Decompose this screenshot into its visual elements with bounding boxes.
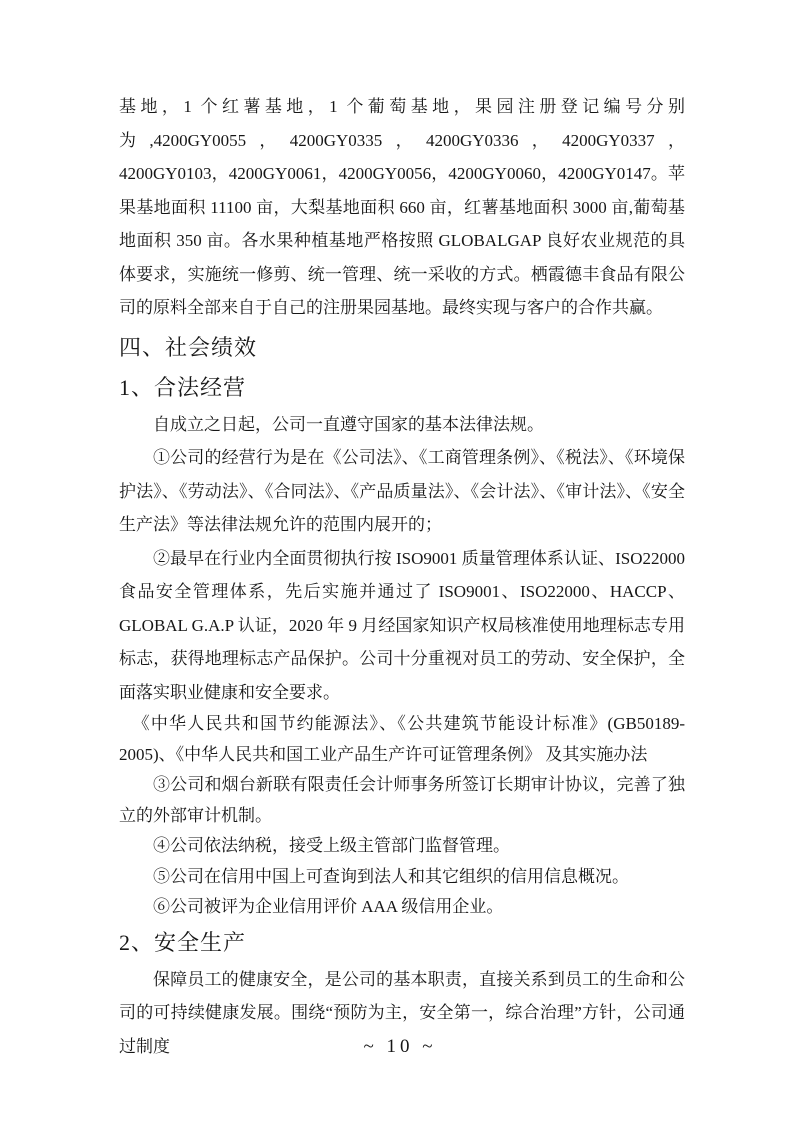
paragraph-item-2-certifications: ②最早在行业内全面贯彻执行按 ISO9001 质量管理体系认证、ISO22000 食品安全管理体系，先后实施并通过了 ISO9001、ISO22000、HACCP、GLOBAL G.A.P 认证，2020 年 9 月经国家知识产权局核准使用地理标志专用标志，获得地理标志产品保护。公司十分重视对员工的劳动、安全保护，全面落实职业健康和安全要求。	[119, 548, 685, 702]
paragraph-item-5-credit-china: ⑤公司在信用中国上可查询到法人和其它组织的信用信息概况。	[153, 866, 629, 886]
section-heading-social-performance: 四、社会绩效	[119, 334, 258, 360]
paragraph-legal-intro: 自成立之日起，公司一直遵守国家的基本法律法规。	[153, 414, 544, 434]
page-body-text	[119, 90, 685, 1063]
paragraph-item-4-tax: ④公司依法纳税，接受上级主管部门监督管理。	[153, 836, 510, 855]
paragraph-energy-law-references: 《中华人民共和国节约能源法》、《公共建筑节能设计标准》(GB50189-2005)、《中华人民共和国工业产品生产许可证管理条例》 及其实施办法	[119, 714, 685, 764]
footer-page-number: ~ 10 ~	[363, 1036, 437, 1057]
paragraph-item-1-laws: ①公司的经营行为是在《公司法》、《工商管理条例》、《税法》、《环境保护法》、《劳动法》、《合同法》、《产品质量法》、《会计法》、《审计法》、《安全生产法》等法律法规允许的范围内展开的；	[119, 448, 685, 534]
paragraph-item-6-aaa-rating: ⑥公司被评为企业信用评价 AAA 级信用企业。	[153, 897, 504, 916]
subsection-heading-safety-production: 2、安全生产	[119, 929, 247, 955]
paragraph-orchard-bases-continuation: 基地，1 个红薯基地，1 个葡萄基地，果园注册登记编号分别为,4200GY0055，4200GY0335，4200GY0336，4200GY0337，4200GY0103，4200GY0061，4200GY0056，4200GY0060，4200GY0147。苹果基地面积 11100 亩，大梨基地面积 660 亩，红薯基地面积 3000 亩,葡萄基地面积 350 亩。各水果种植基地严格按照 GLOBALGAP 良好农业规范的具体要求，实施统一修剪、统一管理、统一采收的方式。栖霞德丰食品有限公司的原料全部来自于自己的注册果园基地。最终实现与客户的合作共赢。	[119, 97, 685, 317]
subsection-heading-legal-operation: 1、合法经营	[119, 374, 247, 400]
paragraph-item-3-audit: ③公司和烟台新联有限责任会计师事务所签订长期审计协议，完善了独立的外部审计机制。	[119, 775, 685, 825]
paragraph-safety-intro: 保障员工的健康安全，是公司的基本职责，直接关系到员工的生命和公司的可持续健康发展。围绕“预防为主，安全第一，综合治理”方针，公司通过制度	[119, 969, 685, 1056]
